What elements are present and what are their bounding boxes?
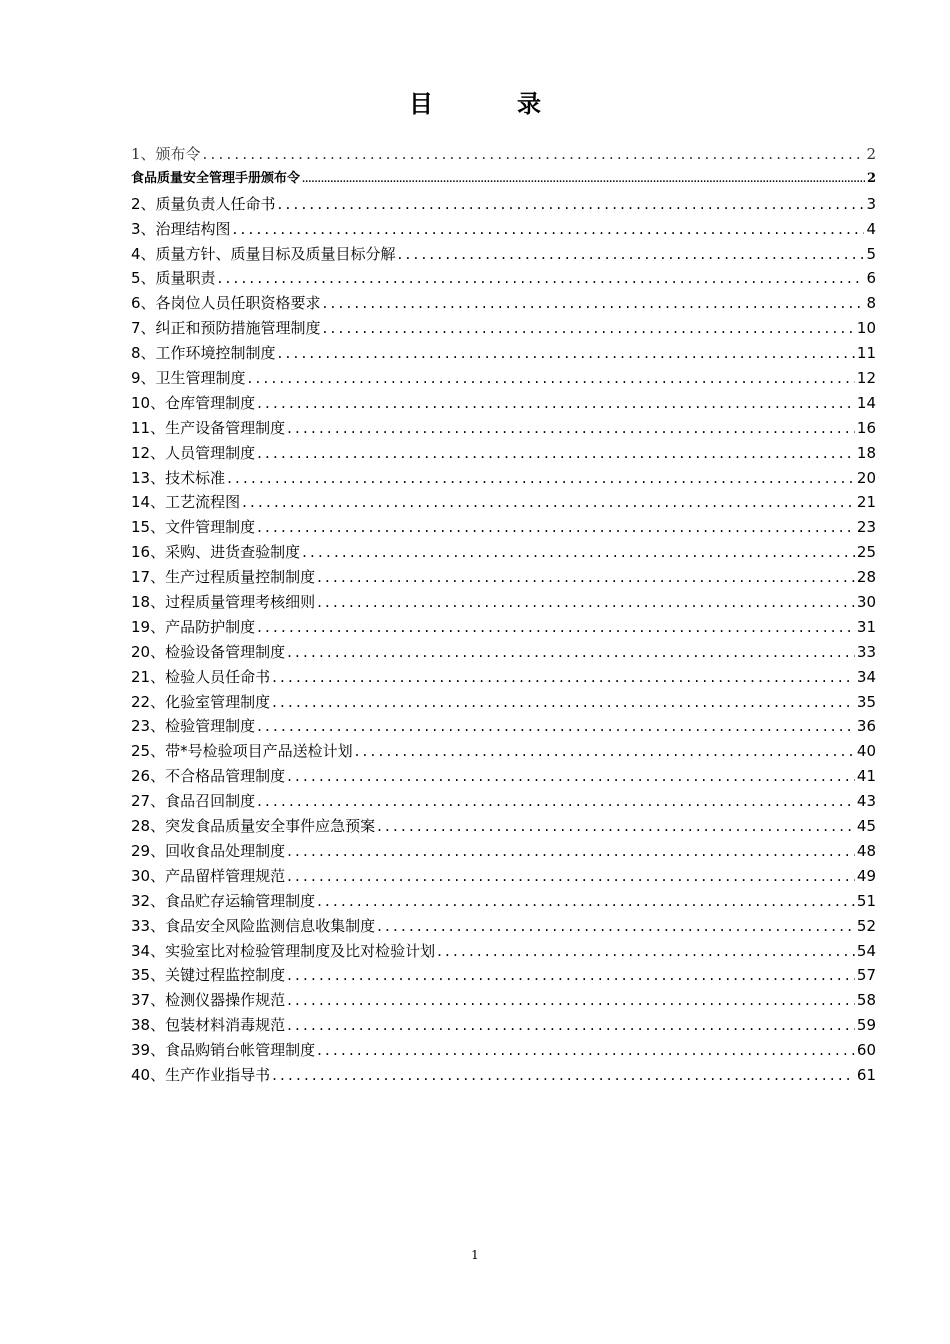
toc-entry-label: 20、检验设备管理制度 — [131, 642, 286, 661]
toc-entry-label: 21、检验人员任命书 — [131, 667, 271, 686]
toc-entry[interactable] — [131, 167, 876, 192]
toc-entry-label: 25、带*号检验项目产品送检计划 — [131, 742, 353, 761]
toc-entry-page: 28 — [856, 568, 876, 587]
toc-entry[interactable] — [131, 615, 876, 640]
toc-entry-page: 45 — [856, 817, 876, 836]
toc-entry[interactable] — [131, 192, 876, 217]
toc-entry[interactable] — [131, 739, 876, 764]
toc-dot-leader — [278, 192, 865, 217]
toc-entry-page: 12 — [856, 369, 876, 388]
toc-dot-leader — [302, 540, 855, 565]
toc-entry-page: 10 — [856, 319, 876, 338]
toc-dot-leader — [278, 341, 855, 366]
toc-entry[interactable] — [131, 341, 876, 366]
toc-entry-page: 41 — [856, 767, 876, 786]
toc-entry[interactable] — [131, 963, 876, 988]
toc-entry[interactable] — [131, 291, 876, 316]
toc-entry[interactable] — [131, 1038, 876, 1063]
toc-entry-label: 5、质量职责 — [131, 269, 216, 288]
toc-entry-page: 60 — [856, 1041, 876, 1060]
toc-entry[interactable] — [131, 764, 876, 789]
toc-entry-page: 58 — [856, 991, 876, 1010]
toc-entry[interactable] — [131, 789, 876, 814]
toc-dot-leader — [257, 714, 855, 739]
toc-entry-label: 6、各岗位人员任职资格要求 — [131, 294, 321, 313]
toc-entry-label: 18、过程质量管理考核细则 — [131, 593, 316, 612]
toc-entry-page: 23 — [856, 518, 876, 537]
toc-entry-page: 51 — [856, 891, 876, 910]
toc-dot-leader — [257, 789, 855, 814]
toc-entry-label: 23、检验管理制度 — [131, 717, 256, 736]
toc-dot-leader — [203, 142, 865, 167]
toc-dot-leader — [323, 316, 855, 341]
toc-dot-leader — [287, 640, 855, 665]
toc-entry[interactable] — [131, 914, 876, 939]
toc-entry-label: 39、食品购销台帐管理制度 — [131, 1041, 316, 1060]
toc-dot-leader — [227, 466, 855, 491]
toc-entry[interactable] — [131, 316, 876, 341]
toc-dot-leader — [287, 1013, 855, 1038]
toc-dot-leader — [355, 739, 855, 764]
toc-entry-label: 26、不合格品管理制度 — [131, 767, 286, 786]
toc-entry-page: 59 — [856, 1016, 876, 1035]
toc-entry-page: 36 — [856, 717, 876, 736]
toc-entry-label: 10、仓库管理制度 — [131, 393, 256, 412]
toc-entry-page: 4 — [866, 219, 876, 238]
toc-entry[interactable] — [131, 142, 876, 167]
toc-entry-page: 52 — [856, 916, 876, 935]
toc-entry[interactable] — [131, 889, 876, 914]
toc-dot-leader — [377, 814, 855, 839]
toc-entry-page: 8 — [866, 294, 876, 313]
toc-entry-label: 16、采购、进货查验制度 — [131, 543, 301, 562]
toc-dot-leader — [287, 764, 855, 789]
toc-entry-page: 43 — [856, 792, 876, 811]
toc-dot-leader — [257, 391, 855, 416]
toc-entry[interactable] — [131, 690, 876, 715]
toc-entry[interactable] — [131, 864, 876, 889]
toc-entry-label: 28、突发食品质量安全事件应急预案 — [131, 817, 376, 836]
toc-entry-page: 5 — [866, 244, 876, 263]
toc-entry-label: 34、实验室比对检验管理制度及比对检验计划 — [131, 941, 436, 960]
toc-dot-leader — [242, 490, 855, 515]
toc-entry[interactable] — [131, 1013, 876, 1038]
toc-entry-label: 33、食品安全风险监测信息收集制度 — [131, 916, 376, 935]
toc-entry-label: 32、食品贮存运输管理制度 — [131, 891, 316, 910]
toc-entry-page: 16 — [856, 418, 876, 437]
toc-entry-label: 4、质量方针、质量目标及质量目标分解 — [131, 244, 396, 263]
toc-entry-page: 49 — [856, 866, 876, 885]
toc-dot-leader — [287, 864, 855, 889]
toc-entry-label: 3、治理结构图 — [131, 219, 231, 238]
toc-entry-label: 38、包装材料消毒规范 — [131, 1016, 286, 1035]
toc-dot-leader — [287, 416, 855, 441]
toc-entry-page: 40 — [856, 742, 876, 761]
toc-dot-leader — [287, 963, 855, 988]
toc-entry-label: 11、生产设备管理制度 — [131, 418, 286, 437]
toc-entry-label: 8、工作环境控制制度 — [131, 344, 276, 363]
toc-entry-page: 33 — [856, 642, 876, 661]
toc-entry-label: 35、关键过程监控制度 — [131, 966, 286, 985]
toc-entry-page: 34 — [856, 667, 876, 686]
toc-entry-page: 18 — [856, 443, 876, 462]
toc-dot-leader — [257, 515, 855, 540]
toc-entry-label: 29、回收食品处理制度 — [131, 841, 286, 860]
toc-entry-page: 25 — [856, 543, 876, 562]
toc-dot-leader — [272, 665, 855, 690]
toc-entry[interactable] — [131, 714, 876, 739]
toc-dot-leader — [257, 615, 855, 640]
toc-entry-label: 37、检测仪器操作规范 — [131, 991, 286, 1010]
toc-entry-label: 27、食品召回制度 — [131, 792, 256, 811]
toc-entry[interactable] — [131, 391, 876, 416]
toc-dot-leader — [287, 839, 855, 864]
toc-entry-page: 2 — [866, 170, 876, 186]
toc-entry-label: 14、工艺流程图 — [131, 493, 241, 512]
toc-entry[interactable] — [131, 590, 876, 615]
toc-entry-page: 54 — [856, 941, 876, 960]
toc-entry-label: 22、化验室管理制度 — [131, 692, 271, 711]
toc-dot-leader — [218, 266, 865, 291]
toc-entry-label: 13、技术标准 — [131, 468, 226, 487]
toc-entry-label: 17、生产过程质量控制制度 — [131, 568, 316, 587]
toc-entry[interactable] — [131, 441, 876, 466]
toc-dot-leader — [398, 242, 865, 267]
toc-entry[interactable] — [131, 665, 876, 690]
toc-entry-label: 2、质量负责人任命书 — [131, 194, 276, 213]
toc-entry-label: 食品质量安全管理手册颁布令 — [131, 170, 301, 186]
toc-dot-leader — [233, 217, 865, 242]
toc-entry-page: 57 — [856, 966, 876, 985]
toc-entry-page: 11 — [856, 344, 876, 363]
page-footer-number: 1 — [471, 1248, 479, 1262]
toc-dot-leader — [317, 1038, 855, 1063]
toc-entry[interactable] — [131, 515, 876, 540]
toc-dot-leader — [257, 441, 855, 466]
toc-dot-leader — [248, 366, 855, 391]
toc-entry-page: 20 — [856, 468, 876, 487]
toc-entry-label: 15、文件管理制度 — [131, 518, 256, 537]
toc-entry[interactable] — [131, 217, 876, 242]
page-title: 目 录 — [409, 90, 571, 118]
toc-entry[interactable] — [131, 466, 876, 491]
toc-entry[interactable] — [131, 565, 876, 590]
toc-entry-label: 30、产品留样管理规范 — [131, 866, 286, 885]
toc-dot-leader — [317, 590, 855, 615]
toc-entry[interactable] — [131, 540, 876, 565]
toc-entry-page: 31 — [856, 617, 876, 636]
toc-dot-leader — [437, 939, 855, 964]
toc-entry[interactable] — [131, 366, 876, 391]
toc-entry[interactable] — [131, 640, 876, 665]
toc-entry-page: 35 — [856, 692, 876, 711]
toc-entry[interactable] — [131, 839, 876, 864]
toc-entry-label: 9、卫生管理制度 — [131, 369, 246, 388]
toc-entry-label: 40、生产作业指导书 — [131, 1065, 271, 1084]
toc-dot-leader — [317, 565, 855, 590]
toc-dot-leader — [272, 690, 855, 715]
toc-entry[interactable] — [131, 242, 876, 267]
table-of-contents — [131, 142, 876, 1088]
toc-entry[interactable] — [131, 490, 876, 515]
toc-entry[interactable] — [131, 1063, 876, 1088]
toc-entry[interactable] — [131, 988, 876, 1013]
toc-dot-leader — [287, 988, 855, 1013]
toc-entry[interactable] — [131, 814, 876, 839]
toc-dot-leader — [272, 1063, 855, 1088]
toc-entry-label: 12、人员管理制度 — [131, 443, 256, 462]
toc-entry-page: 61 — [856, 1065, 876, 1084]
toc-entry-label: 19、产品防护制度 — [131, 617, 256, 636]
toc-entry[interactable] — [131, 416, 876, 441]
toc-dot-leader — [317, 889, 855, 914]
toc-entry-page: 21 — [856, 493, 876, 512]
toc-entry-page: 6 — [866, 269, 876, 288]
toc-dot-leader — [323, 291, 865, 316]
toc-entry-page: 30 — [856, 593, 876, 612]
toc-entry-page: 3 — [866, 194, 876, 213]
toc-entry[interactable] — [131, 266, 876, 291]
toc-entry[interactable] — [131, 939, 876, 964]
toc-dot-leader — [302, 168, 865, 193]
toc-entry-page: 2 — [866, 145, 876, 163]
toc-entry-label: 1、颁布令 — [131, 145, 201, 163]
toc-entry-page: 48 — [856, 841, 876, 860]
toc-dot-leader — [377, 914, 855, 939]
toc-entry-label: 7、纠正和预防措施管理制度 — [131, 319, 321, 338]
toc-entry-page: 14 — [856, 393, 876, 412]
